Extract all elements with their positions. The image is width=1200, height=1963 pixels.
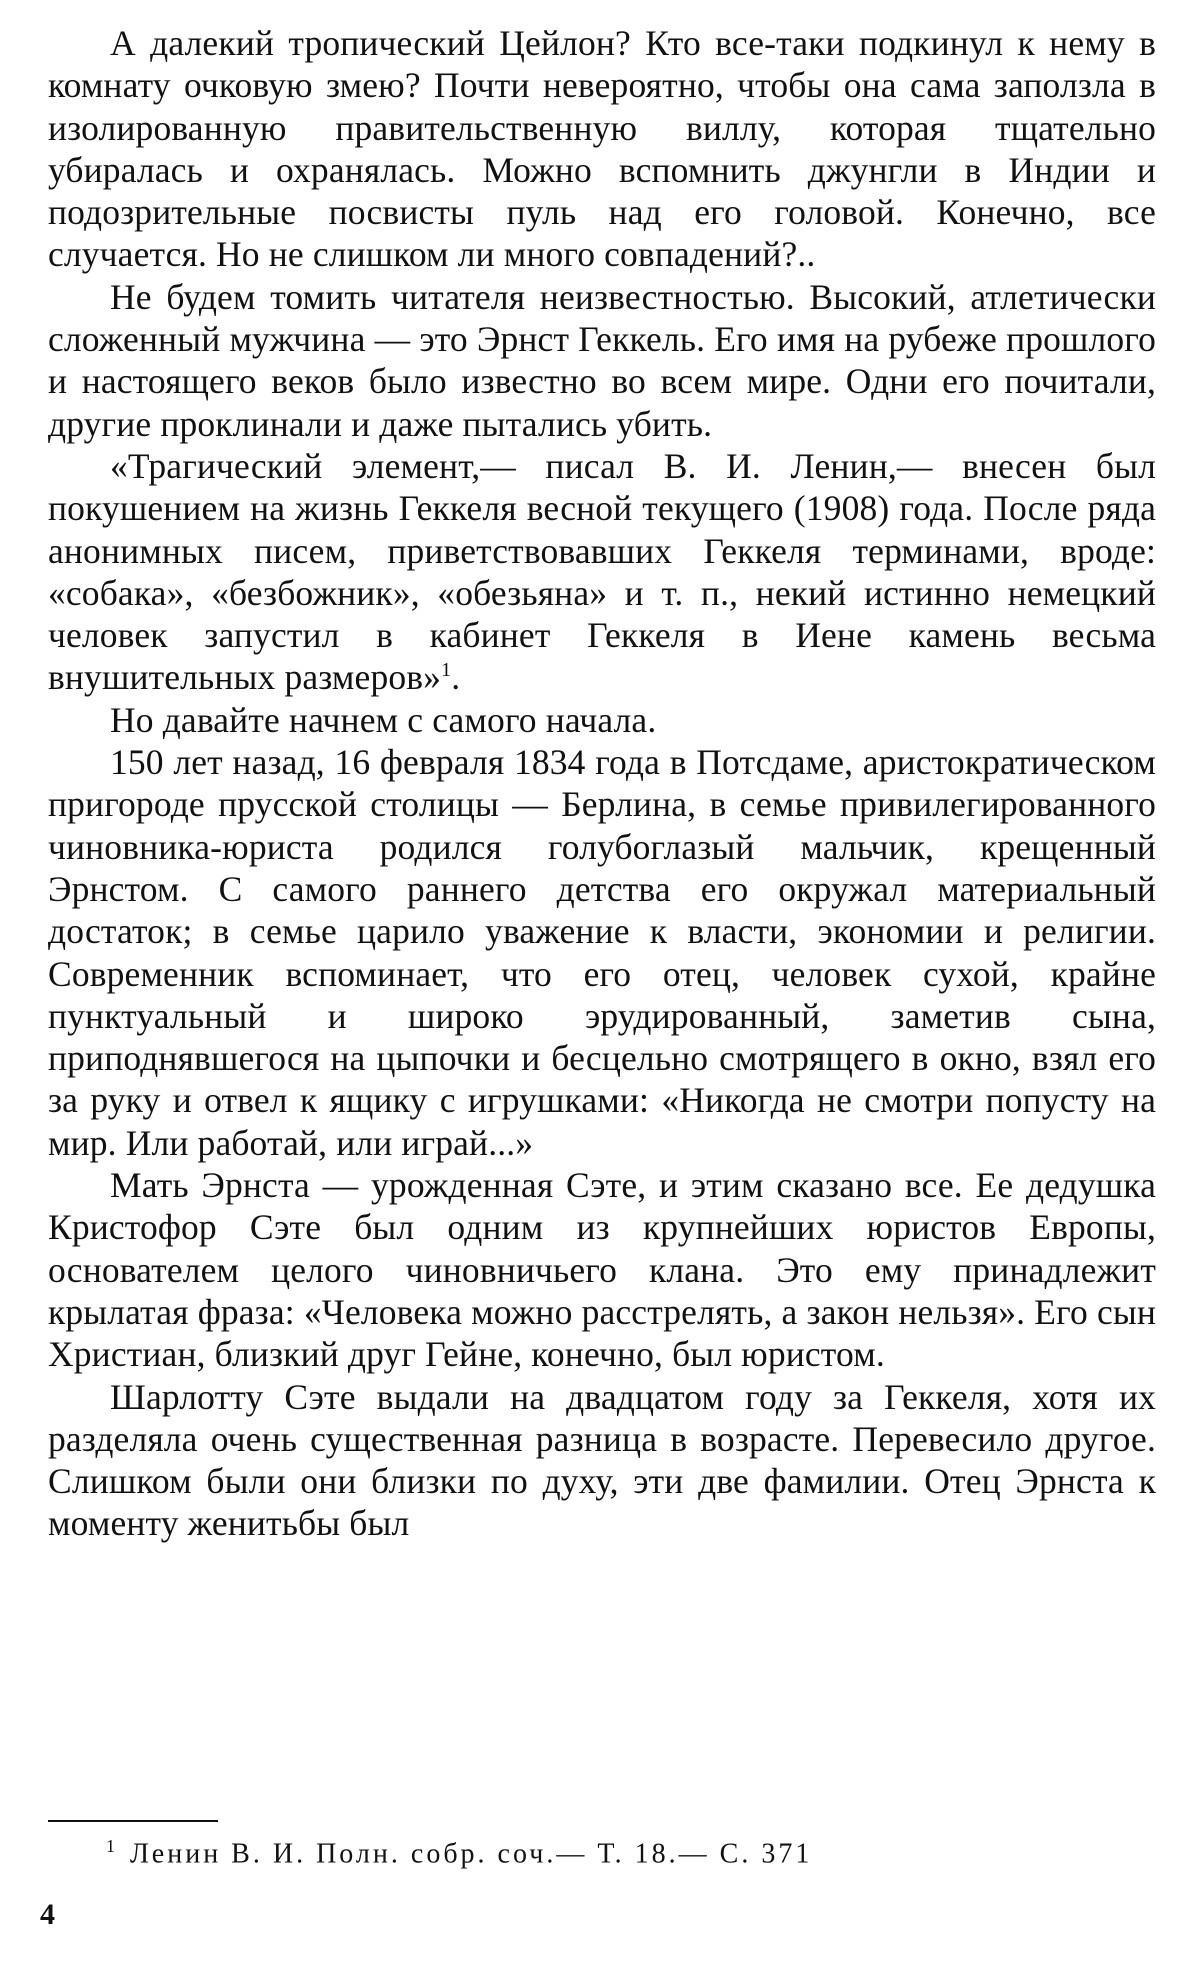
- paragraph-lenin-quote: «Трагический элемент,— писал В. И. Ленин,— внесен был покушением на жизнь Геккеля весной текущего (1908) года. После ряда анонимных писем, приветствовавших Геккеля терминами, вроде: «собака», «безбожник», «обезьяна» и т. п., некий истинно немецкий человек запустил в кабинет Геккеля в Иене камень весьма внушительных размеров»$^1$.: [48, 445, 1156, 698]
- paragraph-mother: Мать Эрнста — урожденная Сэте, и этим сказано все. Ее дедушка Кристофор Сэте был одним из крупнейших юристов Европы, основателем целого чиновничьего клана. Это ему принадлежит крылатая фраза: «Человека можно расстрелять, а закон нельзя». Его сын Христиан, близкий друг Гейне, конечно, был юристом.: [48, 1165, 1156, 1375]
- page-number: 4: [40, 1898, 55, 1931]
- page-body: [48, 22, 1156, 1545]
- footnote-text: Ленин В. И. Полн. собр. соч.— Т. 18.— С. 371: [130, 1838, 813, 1870]
- footnote-reference: 1: [441, 659, 452, 682]
- paragraph-haeckel-intro: Не будем томить читателя неизвестностью. Высокий, атлетически сложенный мужчина — это Эрнст Геккель. Его имя на рубеже прошлого и настоящего веков было известно во всем мире. Одни его почитали, другие проклинали и даже пытались убить.: [48, 276, 1156, 444]
- paragraph-birth: 150 лет назад, 16 февраля 1834 года в Потсдаме, аристократическом пригороде прусской столицы — Берлина, в семье привилегированного чиновника-юриста родился голубоглазый мальчик, крещенный Эрнстом. С самого раннего детства его окружал материальный достаток; в семье царило уважение к власти, экономии и религии. Современник вспоминает, что его отец, человек сухой, крайне пунктуальный и широко эрудированный, заметив сына, приподнявшегося на цыпочки и бесцельно смотрящего в окно, взял его за руку и отвел к ящику с игрушками: «Никогда не смотри попусту на мир. Или работай, или играй...»: [48, 742, 1156, 1163]
- paragraph-ceylon: А далекий тропический Цейлон? Кто все-таки подкинул к нему в комнату очковую змею? Почти невероятно, чтобы она сама заползла в изолированную правительственную виллу, которая тщательно убиралась и охранялась. Можно вспомнить джунгли в Индии и подозрительные посвисты пуль над его головой. Конечно, все случается. Но не слишком ли много совпадений?..: [48, 23, 1156, 275]
- paragraph-charlotte: Шарлотту Сэте выдали на двадцатом году за Геккеля, хотя их разделяла очень существенная разница в возрасте. Перевесило другое. Слишком были они близки по духу, эти две фамилии. Отец Эрнста к моменту женитьбы был: [48, 1376, 1156, 1544]
- footnote-divider: [48, 1820, 218, 1822]
- footnote: [106, 1826, 812, 1874]
- lenin-quote-text: «Трагический элемент,— писал В. И. Ленин,— внесен был покушением на жизнь Геккеля весной текущего (1908) года. После ряда анонимных писем, приветствовавших Геккеля терминами, вроде: «собака», «безбожник», «обезьяна» и т. п., некий истинно немецкий человек запустил в кабинет Геккеля в Иене камень весьма внушительных размеров»: [48, 445, 1156, 698]
- paragraph-beginning: Но давайте начнем с самого начала.: [110, 699, 657, 740]
- footnote-marker: 1: [106, 1836, 118, 1856]
